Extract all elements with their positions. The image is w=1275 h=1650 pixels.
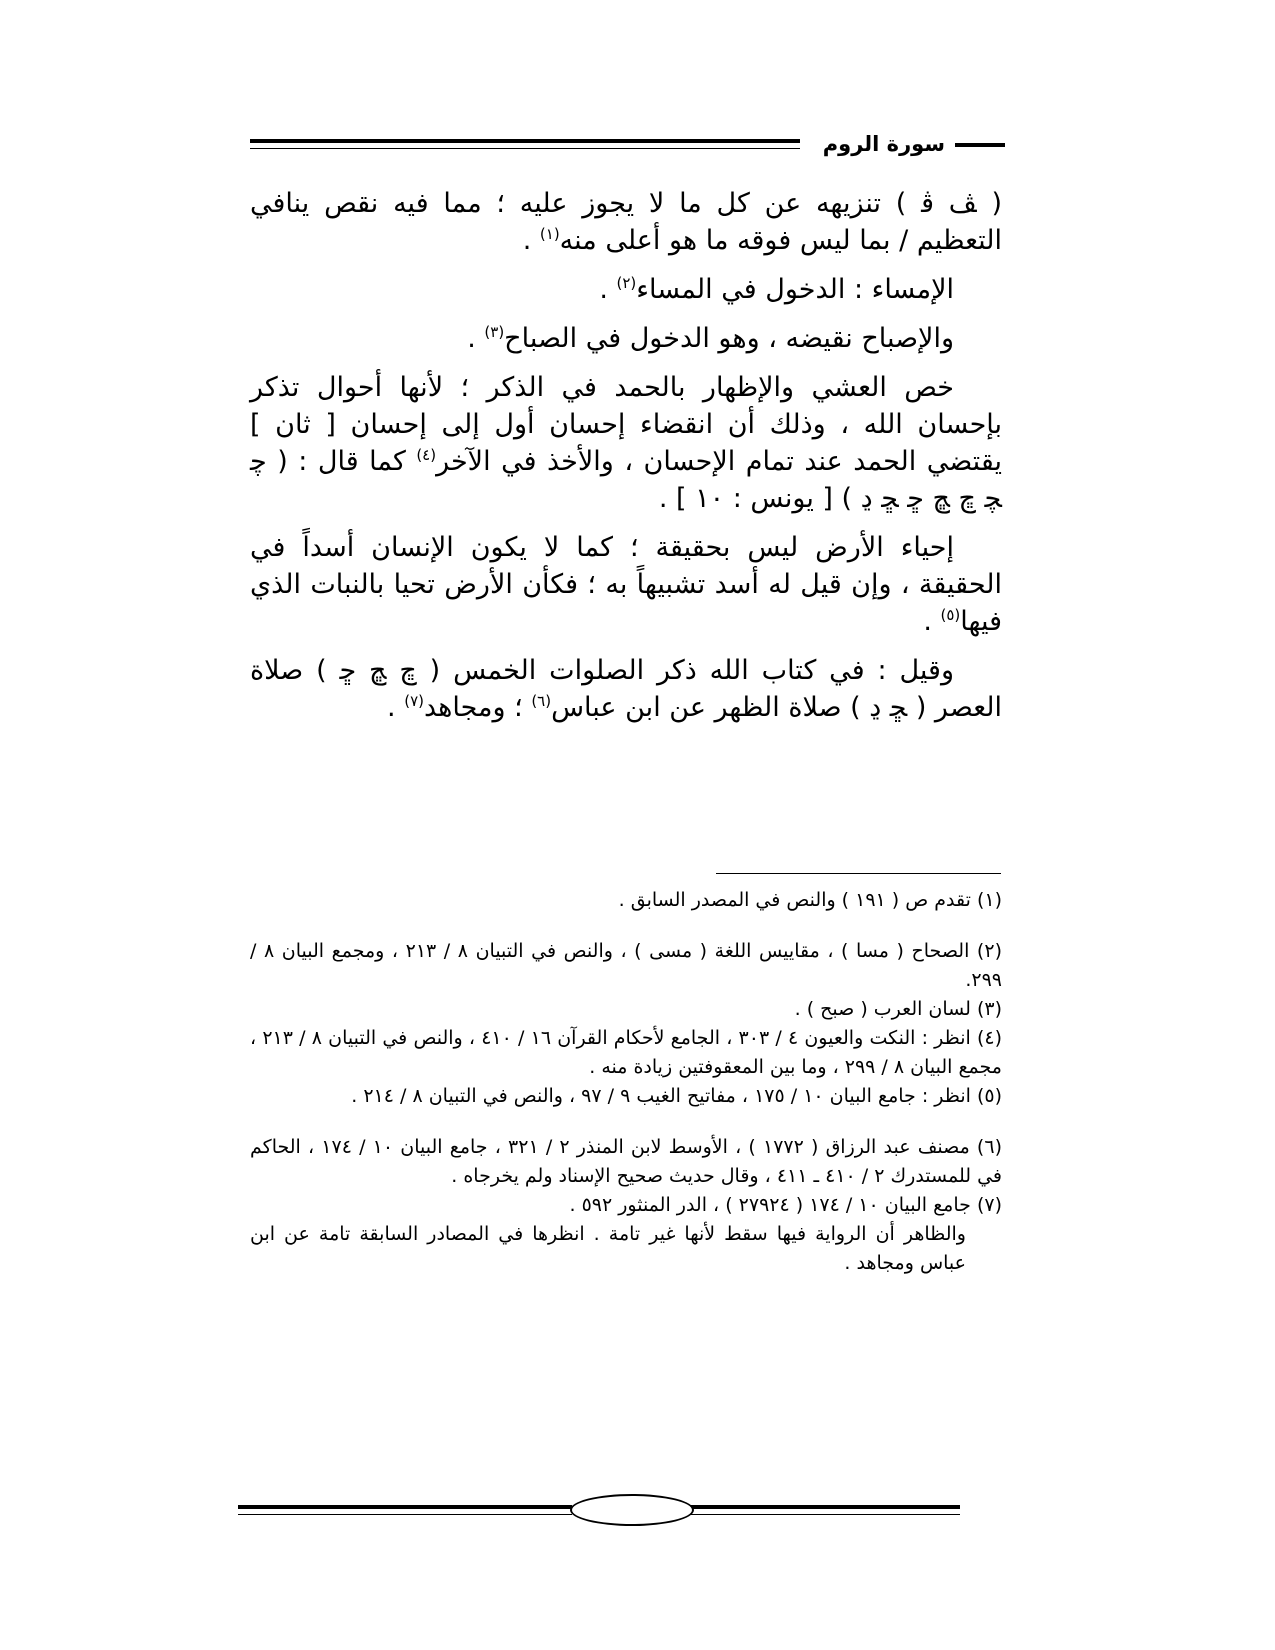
footnote-ref-1[interactable]: (١) [539, 225, 560, 243]
footnote-2: (٢) الصحاح ( مسا ) ، مقاييس اللغة ( مسى ) ، والنص في التبيان ٨ / ٢١٣ ، ومجمع البيان ٨ / ٢٩٩. [250, 940, 1002, 991]
text-run: خص العشي والإظهار بالحمد في الذكر ؛ لأنها أحوال تذكر بإحسان الله ، وذلك أن انقضاء إحسان أول إلى إحسان [ ثان ] يقتضي الحمد عند تمام الإحسان ، والأخذ في الآخر [250, 372, 1002, 477]
text-run: . [467, 323, 485, 354]
footnote-ref-3[interactable]: (٣) [484, 323, 505, 341]
footnote-6: (٦) مصنف عبد الرزاق ( ١٧٧٢ ) ، الأوسط لابن المنذر ٢ / ٣٢١ ، جامع البيان ١٠ / ١٧٤ ، الحاكم في للمستدرك ٢ / ٤١٠ ـ ٤١١ ، وقال حديث صحيح الإسناد ولم يخرجاه . [250, 1136, 1002, 1187]
paragraph-isbah [250, 320, 1002, 357]
header-rule-right [955, 143, 1005, 147]
footnote-ref-4[interactable]: (٤) [416, 446, 437, 464]
footer-rule-left-thin [238, 1514, 572, 1515]
main-text [250, 185, 1002, 738]
footnote-5: (٥) انظر : جامع البيان ١٠ / ١٧٥ ، مفاتيح الغيب ٩ / ٩٧ ، والنص في التبيان ٨ / ٢١٤ . [351, 1085, 1002, 1107]
surah-title: سورة الروم [822, 132, 945, 156]
text-run: الإمساء : الدخول في المساء [636, 274, 954, 305]
text-run: إحياء الأرض ليس بحقيقة ؛ كما لا يكون الإنسان أسداً في الحقيقة ، وإن قيل له أسد تشبيهاً به ؛ فكأن الأرض تحيا بالنبات الذي فيها [250, 532, 1002, 637]
footnote-ref-2[interactable]: (٢) [616, 274, 637, 292]
text-run: . [387, 692, 405, 723]
text-run: والإصباح نقيضه ، وهو الدخول في الصباح [504, 323, 954, 354]
footer-rule-left [238, 1505, 572, 1509]
paragraph-ashi [250, 369, 1002, 517]
header-rule-left-thin [250, 148, 800, 149]
paragraph-imsa [250, 271, 1002, 308]
text-run: . [923, 606, 941, 637]
footnote-ref-6[interactable]: (٦) [531, 692, 552, 710]
footer-rule-right [688, 1505, 960, 1509]
text-run: ( ﭫ ﭬ ) تنزيهه عن كل ما لا يجوز عليه ؛ مما فيه نقص ينافي التعظيم / بما ليس فوقه ما هو أعلى منه [250, 188, 1002, 256]
running-header [250, 128, 1005, 168]
text-run: . [522, 225, 540, 256]
text-run: كما قال : ( ﭼ ﭽ ﭾ ﭿ ﮀ ﮁ ﮂ ) [ يونس : ١٠ ] . [250, 446, 1002, 514]
footnote-7: (٧) جامع البيان ١٠ / ١٧٤ ( ٢٧٩٢٤ ) ، الدر المنثور ٥٩٢ . [569, 1194, 1002, 1216]
footnote-4: (٤) انظر : النكت والعيون ٤ / ٣٠٣ ، الجامع لأحكام القرآن ١٦ / ٤١٠ ، والنص في التبيان ٨ / ٢١٣ ، مجمع البيان ٨ / ٢٩٩ ، وما بين المعقوفتين زيادة منه . [250, 1027, 1003, 1078]
paragraph-salawat [250, 652, 1002, 726]
text-run: ؛ ومجاهد [423, 692, 532, 723]
page-number-oval [570, 1494, 694, 1526]
footnote-1: (١) تقدم ص ( ١٩١ ) والنص في المصدر السابق . [618, 889, 1002, 911]
footnote-ref-5[interactable]: (٥) [940, 606, 961, 624]
footnotes [250, 886, 1002, 1278]
footnote-3: (٣) لسان العرب ( صبح ) . [794, 998, 1002, 1020]
footnote-ref-7[interactable]: (٧) [404, 692, 424, 710]
footer-rule-right-thin [688, 1514, 960, 1515]
paragraph-tasbih [250, 185, 1002, 259]
header-rule-left [250, 139, 800, 143]
footnote-separator [716, 873, 1001, 874]
text-run: وقيل : في كتاب الله ذكر الصلوات الخمس ( ﭾ ﭿ ﮀ ) صلاة العصر ( ﮁ ﮂ ) صلاة الظهر عن ابن عباس [250, 655, 1002, 723]
text-run: . [599, 274, 617, 305]
paragraph-ihya [250, 529, 1002, 640]
footnote-7-note: والظاهر أن الرواية فيها سقط لأنها غير تامة . انظرها في المصادر السابقة تامة عن ابن عباس ومجاهد . [250, 1223, 966, 1274]
